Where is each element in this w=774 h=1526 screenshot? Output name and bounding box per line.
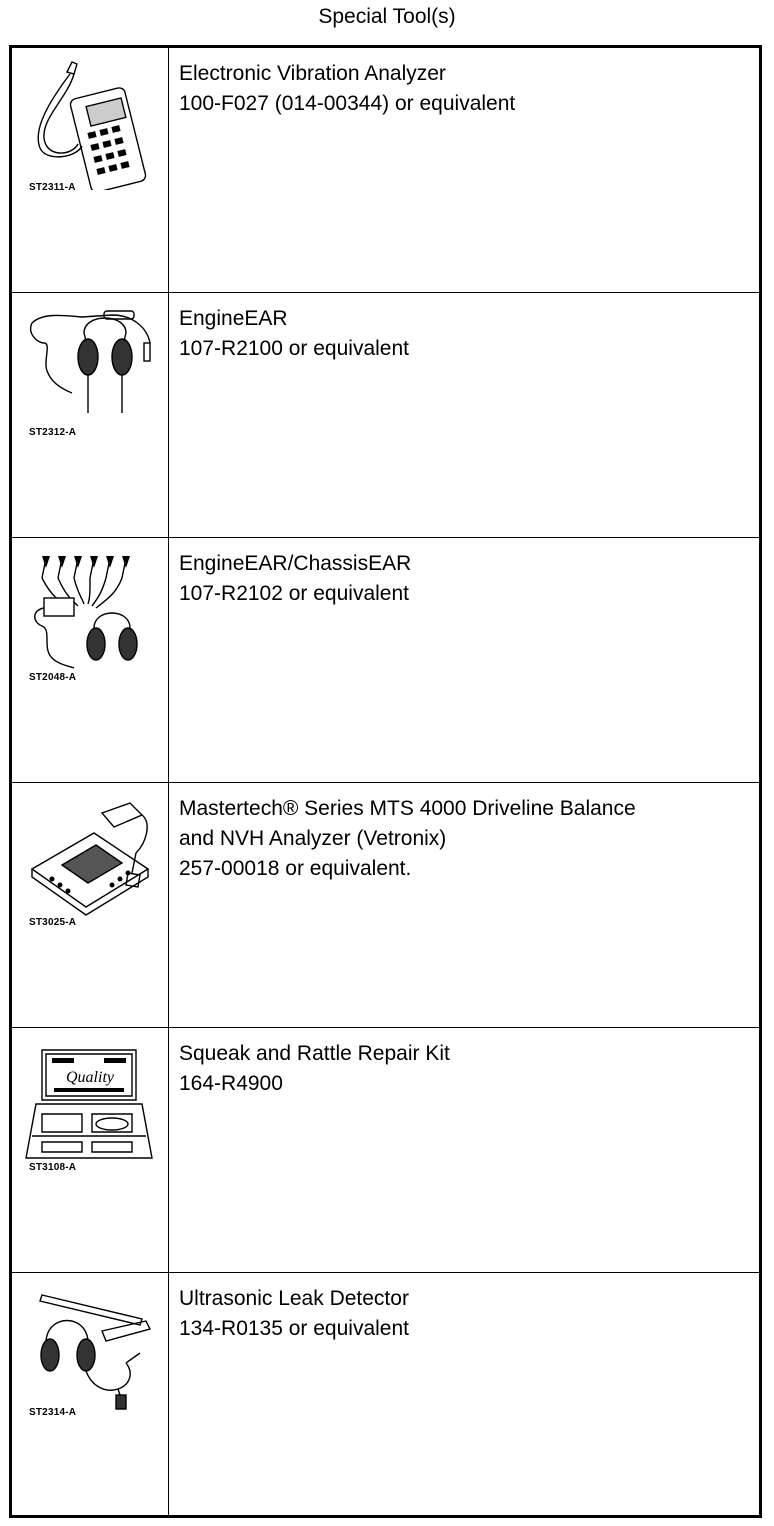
page-title: Special Tool(s) [318, 5, 456, 28]
table-row [12, 538, 759, 783]
tool-code: ST2314-A [29, 1407, 77, 1418]
tool-image-cell [12, 1273, 169, 1515]
vibration-analyzer-icon [22, 58, 160, 190]
tool-part-number: 134-R0135 or equivalent [179, 1317, 409, 1340]
headphones-probe-icon [22, 303, 160, 435]
tool-name: Ultrasonic Leak Detector [179, 1287, 409, 1310]
tool-image-cell [12, 538, 169, 782]
tool-part-number: 164-R4900 [179, 1072, 283, 1095]
tool-code: ST2311-A [29, 182, 76, 193]
tool-name-continued: and NVH Analyzer (Vetronix) [179, 827, 447, 850]
tool-description [179, 59, 749, 119]
multi-clip-headphones-icon [22, 548, 160, 680]
tool-name: Electronic Vibration Analyzer [179, 62, 446, 85]
tool-name: Squeak and Rattle Repair Kit [179, 1042, 450, 1065]
tool-part-number: 107-R2102 or equivalent [179, 582, 409, 605]
handheld-analyzer-icon [22, 793, 160, 925]
tool-name: EngineEAR/ChassisEAR [179, 552, 412, 575]
tool-image-cell [12, 48, 169, 292]
tool-description [179, 549, 749, 609]
tool-code: ST2312-A [29, 427, 77, 438]
table-row [12, 783, 759, 1028]
tool-image-cell [12, 293, 169, 537]
tool-part-number: 107-R2100 or equivalent [179, 337, 409, 360]
tool-code: ST2048-A [29, 672, 77, 683]
tool-description [179, 1039, 749, 1099]
tool-name: Mastertech® Series MTS 4000 Driveline Balance [179, 797, 636, 820]
tool-description [179, 794, 749, 884]
table-row [12, 1028, 759, 1273]
tool-name: EngineEAR [179, 307, 288, 330]
special-tools-table [9, 45, 762, 1518]
tool-part-number: 100-F027 (014-00344) or equivalent [179, 92, 516, 115]
tool-image-cell [12, 1028, 169, 1272]
tool-code: ST3108-A [29, 1162, 77, 1173]
repair-kit-case-icon [22, 1038, 160, 1170]
table-row [12, 1273, 759, 1515]
kit-brand-label: Quality [66, 1069, 114, 1086]
tool-image-cell [12, 783, 169, 1027]
table-row [12, 293, 759, 538]
tool-part-number: 257-00018 or equivalent. [179, 857, 412, 880]
tool-description [179, 1284, 749, 1344]
table-row [12, 48, 759, 293]
leak-detector-icon [22, 1283, 160, 1415]
tool-description [179, 304, 749, 364]
tool-code: ST3025-A [29, 917, 77, 928]
